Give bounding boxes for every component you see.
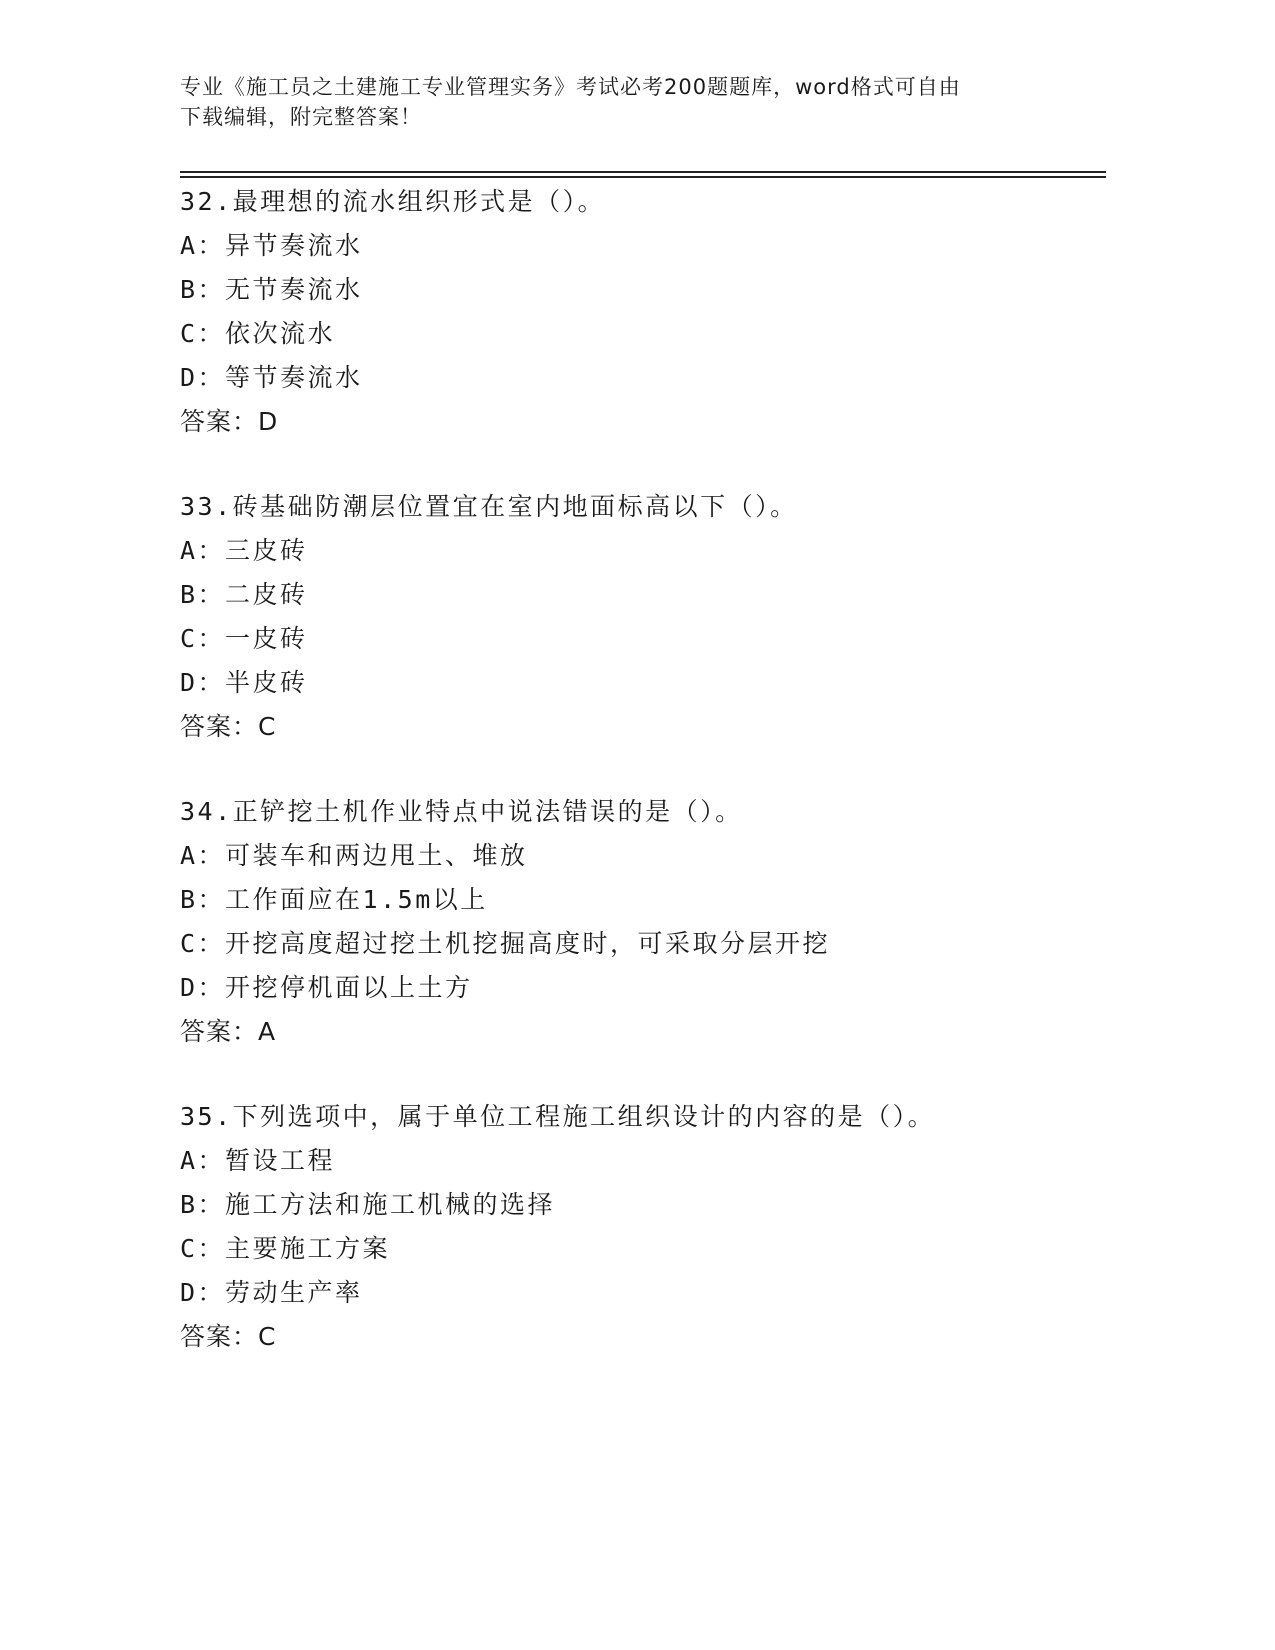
option-b: B：二皮砖 [180,580,308,609]
option-b: B：施工方法和施工机械的选择 [180,1190,556,1219]
option-c: C：依次流水 [180,319,336,348]
answer-line: 答案：A [180,1017,277,1046]
option-a: A：异节奏流水 [180,231,363,260]
document-header: 专业《施工员之土建施工专业管理实务》考试必考200题题库，word格式可自由 下载编辑，附完整答案！ [180,75,961,129]
option-d: D：开挖停机面以上土方 [180,973,473,1002]
option-c: C：主要施工方案 [180,1234,391,1263]
option-a: A：三皮砖 [180,536,308,565]
option-a: A：暂设工程 [180,1146,336,1175]
question-block [180,485,1080,749]
option-d: D：等节奏流水 [180,363,363,392]
answer-line: 答案：C [180,712,277,741]
question-block [180,790,1080,1054]
question-stem: 34.正铲挖土机作业特点中说法错误的是（）。 [180,797,743,826]
question-stem: 33.砖基础防潮层位置宜在室内地面标高以下（）。 [180,492,798,521]
header-divider-bottom [180,176,1106,178]
question-stem: 32.最理想的流水组织形式是（）。 [180,187,606,216]
header-divider-top [180,171,1106,173]
answer-line: 答案：D [180,407,279,436]
answer-line: 答案：C [180,1322,277,1351]
option-c: C：开挖高度超过挖土机挖掘高度时，可采取分层开挖 [180,929,831,958]
option-d: D：半皮砖 [180,668,308,697]
question-block [180,180,1080,444]
option-a: A：可装车和两边甩土、堆放 [180,841,528,870]
option-b: B：工作面应在1.5m以上 [180,885,488,914]
option-c: C：一皮砖 [180,624,308,653]
question-stem: 35.下列选项中，属于单位工程施工组织设计的内容的是（）。 [180,1102,936,1131]
option-d: D：劳动生产率 [180,1278,363,1307]
question-block [180,1095,1080,1359]
option-b: B：无节奏流水 [180,275,363,304]
